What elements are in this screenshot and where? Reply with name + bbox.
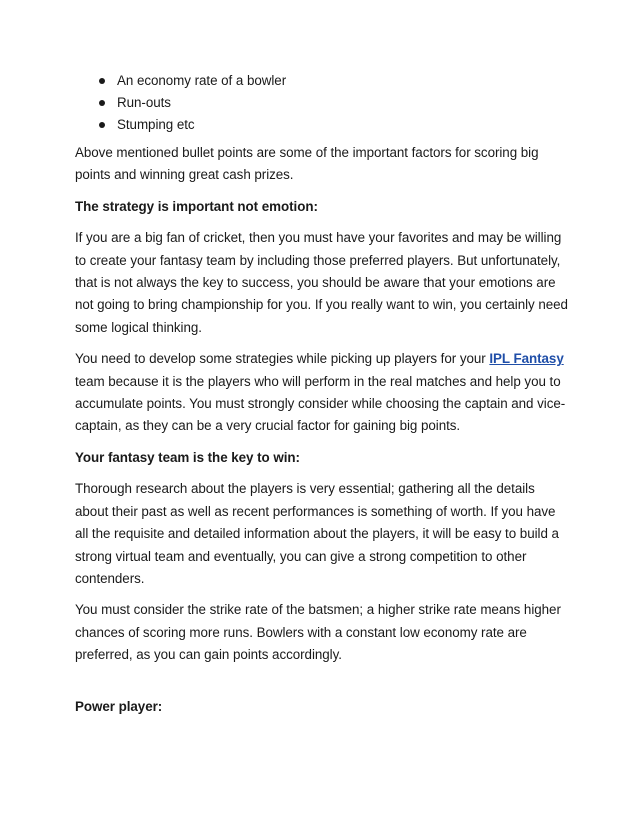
list-item-text: An economy rate of a bowler [117, 73, 287, 88]
heading-strategy: The strategy is important not emotion: [75, 198, 318, 214]
paragraph-strike-rate: You must consider the strike rate of the batsmen; a higher strike rate means higher chances of scoring more runs. Bowlers with a constant low economy rate are preferred, as you can gain points accordingly. [75, 602, 561, 663]
list-item-text: Run-outs [117, 95, 171, 110]
paragraph-research: Thorough research about the players is very essential; gathering all the details about their past as well as recent performances is something of worth. If you have all the requisite and detailed information about the players, it will be easy to build a strong virtual team and eventually, you can give a strong competition to other contenders. [75, 481, 559, 586]
list-item [75, 114, 568, 136]
document-body [75, 70, 568, 718]
bullet-icon [99, 122, 105, 128]
list-item-text: Stumping etc [117, 117, 195, 132]
blank-line [75, 676, 568, 696]
bullet-list [75, 70, 568, 136]
ipl-fantasy-link[interactable]: IPL Fantasy [489, 351, 564, 367]
paragraph-strategies [75, 348, 568, 438]
list-item [75, 92, 568, 114]
heading-fantasy-team: Your fantasy team is the key to win: [75, 449, 300, 465]
paragraph-text-after-link: team because it is the players who will perform in the real matches and help you to accumulate points. You must strongly consider while choosing the captain and vice-captain, as they can be a very crucial factor for gaining big points. [75, 373, 566, 434]
bullet-icon [99, 100, 105, 106]
paragraph-factors: Above mentioned bullet points are some of the important factors for scoring big points and winning great cash prizes. [75, 145, 539, 183]
bullet-icon [99, 78, 105, 84]
paragraph-emotions: If you are a big fan of cricket, then you must have your favorites and may be willing to create your fantasy team by including those preferred players. But unfortunately, that is not always the key to success, you should be aware that your emotions are not going to bring championship for you. If you really want to win, you certainly need some logical thinking. [75, 230, 568, 335]
heading-power-player: Power player: [75, 698, 163, 714]
paragraph-text-before-link: You need to develop some strategies while picking up players for your [75, 351, 490, 367]
list-item [75, 70, 568, 92]
